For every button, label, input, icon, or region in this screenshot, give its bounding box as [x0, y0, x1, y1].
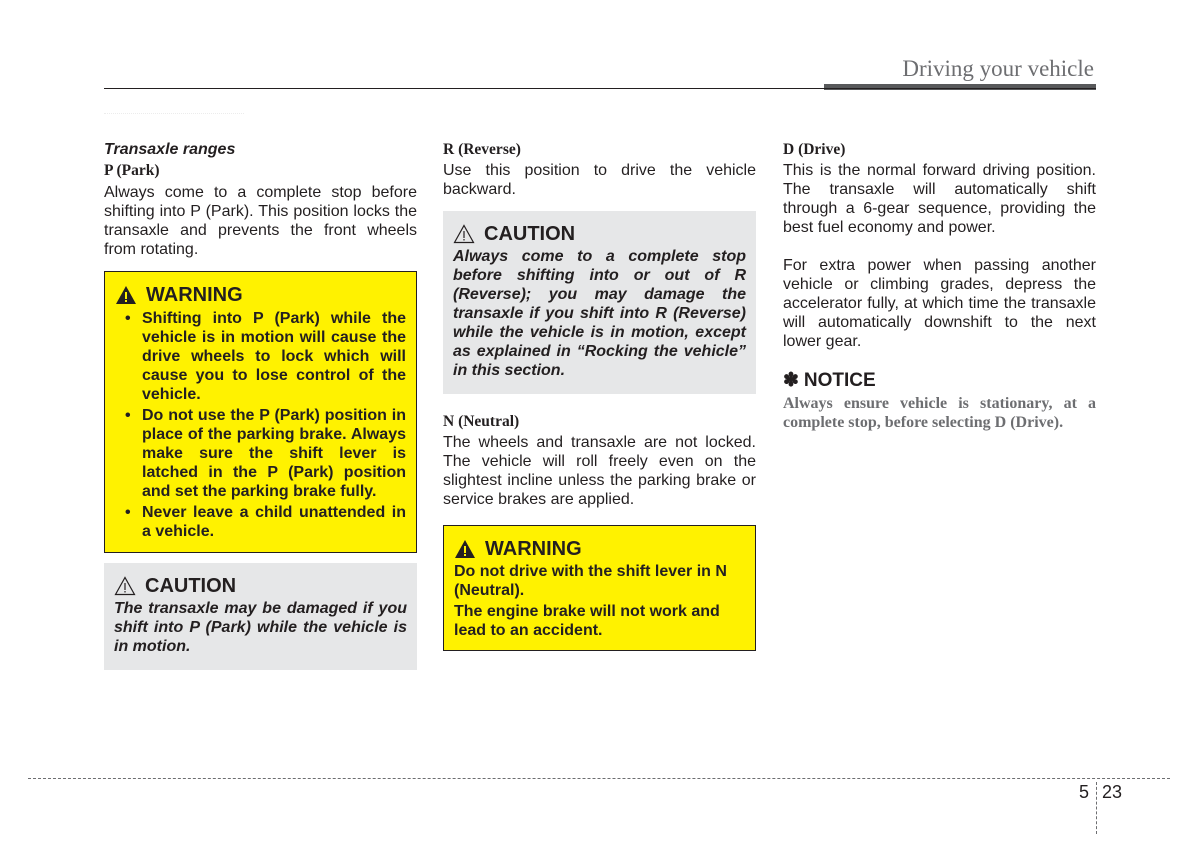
warning-icon — [115, 285, 137, 305]
reverse-heading: R (Reverse) — [443, 141, 521, 158]
caution-title-row — [453, 223, 746, 245]
chapter-number: 5 — [1079, 782, 1090, 802]
caution-title: CAUTION — [145, 575, 237, 597]
reverse-text: Use this position to drive the vehicle backward. — [443, 162, 756, 198]
caution-icon — [114, 576, 136, 596]
caution-title: CAUTION — [484, 223, 576, 245]
header-accent-bar — [824, 84, 1096, 90]
caution-icon — [453, 224, 475, 244]
neutral-heading: N (Neutral) — [443, 413, 520, 430]
park-caution-box — [104, 563, 417, 670]
header-rule — [104, 88, 1096, 89]
faint-dotted-line — [104, 113, 244, 115]
notice-title: NOTICE — [803, 370, 876, 391]
list-item: • Do not use the P (Park) position in place of the parking brake. Always make sure the shift lever is latched in the P (Park) position and set the parking brake fully. — [125, 407, 406, 500]
warning-title-row — [115, 284, 406, 306]
caution-text: The transaxle may be damaged if you shift into P (Park) while the vehicle is in motion. — [114, 600, 407, 655]
drive-heading: D (Drive) — [783, 141, 846, 158]
warning-title: WARNING — [146, 284, 243, 306]
header-title: Driving your vehicle — [902, 56, 1094, 81]
column-middle — [443, 140, 756, 651]
neutral-text: The wheels and transaxle are not locked. The vehicle will roll freely even on the slightest incline unless the parking brake or service brakes are applied. — [443, 434, 756, 508]
page-number: 23 — [1102, 782, 1123, 802]
warning-icon — [454, 539, 476, 559]
notice-icon: ✽ — [783, 370, 799, 391]
warning-line-2: The engine brake will not work and lead to an accident. — [454, 603, 720, 639]
park-heading: P (Park) — [104, 162, 160, 179]
park-warning-box — [104, 271, 417, 553]
neutral-warning-box — [443, 525, 756, 651]
list-item: • Never leave a child unattended in a vehicle. — [125, 504, 406, 540]
reverse-caution-box — [443, 211, 756, 394]
section-title: Transaxle ranges — [104, 141, 236, 158]
drive-text-1: This is the normal forward driving position. The transaxle will automatically shift through a 6-gear sequence, providing the best fuel economy and power. — [783, 162, 1096, 236]
warning-line-1: Do not drive with the shift lever in N (Neutral). — [454, 563, 727, 599]
notice-text: Always ensure vehicle is stationary, at a complete stop, before selecting D (Drive). — [783, 395, 1096, 431]
list-item: • Shifting into P (Park) while the vehicle is in motion will cause the drive wheels to lock which will cause you to lose control of the vehicle. — [125, 310, 406, 403]
warning-list — [115, 309, 406, 541]
warning-title-row — [454, 538, 745, 560]
column-right — [783, 140, 1096, 432]
column-left — [104, 140, 417, 670]
warning-title: WARNING — [485, 538, 582, 560]
footer-divider — [1096, 782, 1097, 834]
caution-title-row — [114, 575, 407, 597]
notice-title-row — [783, 370, 1096, 392]
caution-text: Always come to a complete stop before shifting into or out of R (Reverse); you may damage the transaxle if you shift into R (Reverse) while the vehicle is in motion, except as explained in “Rocking the vehicle” in this section. — [453, 248, 746, 379]
park-text: Always come to a complete stop before shifting into P (Park). This position locks the transaxle and prevents the front wheels from rotating. — [104, 184, 417, 258]
drive-text-2: For extra power when passing another vehicle or climbing grades, depress the accelerator fully, at which time the transaxle will automatically downshift to the next lower gear. — [783, 257, 1096, 350]
footer-rule — [28, 778, 1170, 779]
